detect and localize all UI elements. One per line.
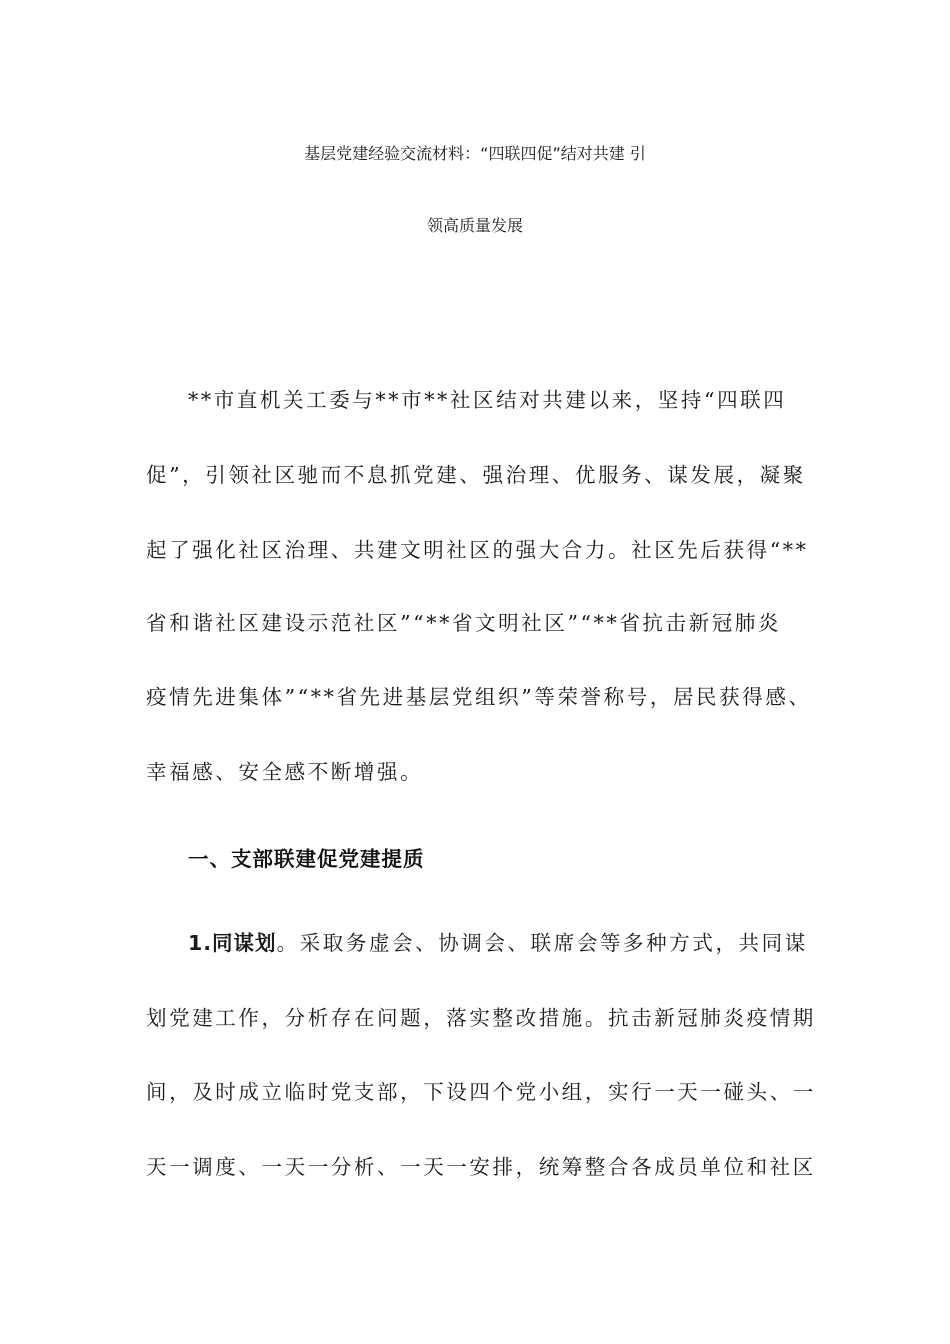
document-title-line-2: 领高质量发展 bbox=[426, 216, 523, 235]
item-first-line-text: 。采取务虚会、协调会、联席会等多种方式，共同谋 bbox=[276, 931, 808, 955]
intro-paragraph-line: 省和谐社区建设示范社区”“**省文明社区”“**省抗击新冠肺炎 bbox=[146, 611, 782, 635]
intro-paragraph-line: 疫情先进集体”“**省先进基层党组织”等荣誉称号，居民获得感、 bbox=[146, 685, 812, 709]
section-heading: 一、支部联建促党建提质 bbox=[188, 847, 425, 871]
item-paragraph-line: 间，及时成立临时党支部，下设四个党小组，实行一天一碰头、一 bbox=[146, 1080, 816, 1104]
item-paragraph-line: 划党建工作，分析存在问题，落实整改措施。抗击新冠肺炎疫情期 bbox=[146, 1006, 816, 1030]
document-title-line-1: 基层党建经验交流材料：“四联四促”结对共建 引 bbox=[304, 144, 646, 163]
item-paragraph-first-line bbox=[188, 928, 878, 958]
intro-paragraph-line: 起了强化社区治理、共建文明社区的强大合力。社区先后获得“** bbox=[146, 538, 809, 562]
intro-paragraph-line: **市直机关工委与**市**社区结对共建以来，坚持“四联四 bbox=[188, 388, 787, 412]
item-paragraph-line: 天一调度、一天一分析、一天一安排，统筹整合各成员单位和社区 bbox=[146, 1155, 816, 1179]
item-label: 1.同谋划 bbox=[188, 931, 277, 955]
intro-paragraph-line: 幸福感、安全感不断增强。 bbox=[146, 760, 424, 784]
intro-paragraph-line: 促”，引领社区驰而不息抓党建、强治理、优服务、谋发展，凝聚 bbox=[146, 463, 806, 487]
